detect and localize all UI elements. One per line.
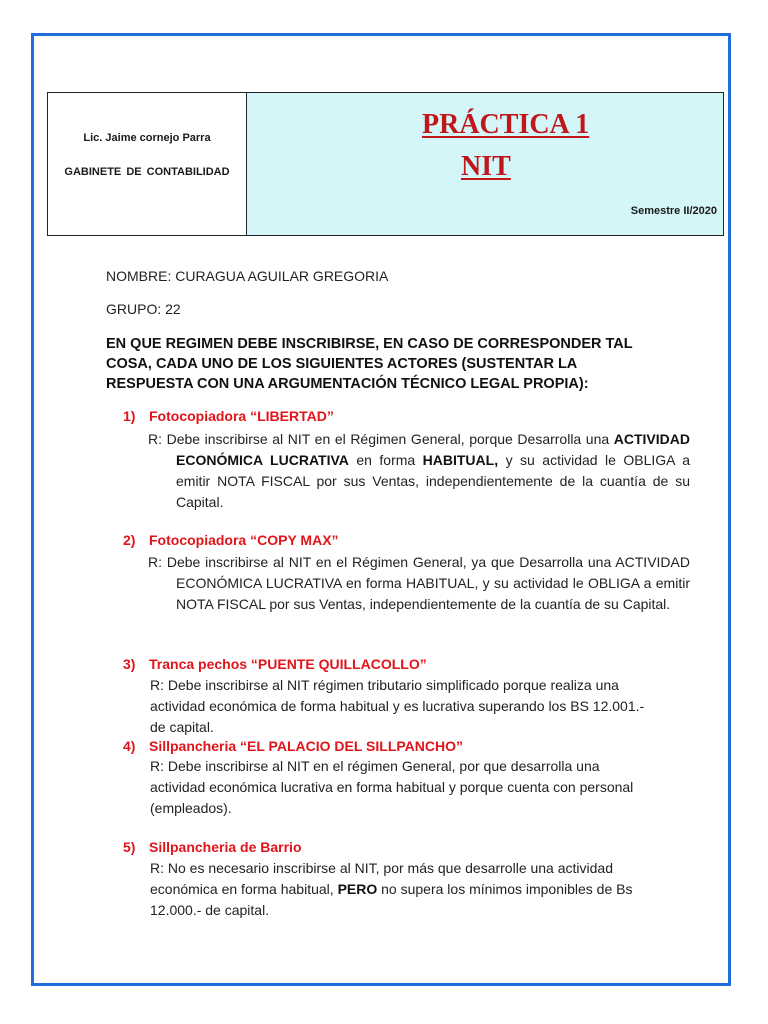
item-answer-1 [148, 429, 690, 513]
header-box [47, 92, 724, 236]
item-title-2 [123, 532, 339, 548]
answer-text: R: No es necesario inscribirse al NIT, por más que desarrolle una actividad económica en forma habitual, [150, 860, 613, 897]
answer-text: y su actividad le OBLIGA a emitir NOTA FISCAL por sus Ventas, independientemente de la cuantía de su Capital. [176, 452, 691, 510]
instructor-name: Lic. Jaime cornejo Parra [83, 132, 211, 144]
item-title-text: Sillpancheria de Barrio [149, 839, 302, 855]
institution-panel [48, 93, 247, 235]
item-number: 3) [123, 656, 136, 672]
item-number: 5) [123, 839, 136, 855]
item-title-text: Fotocopiadora “LIBERTAD” [149, 408, 334, 424]
student-group: GRUPO: 22 [106, 301, 181, 317]
answer-text: en forma [348, 452, 423, 468]
item-title-1 [123, 408, 334, 424]
answer-emphasis: HABITUAL, [422, 452, 499, 468]
item-number: 4) [123, 738, 136, 754]
item-answer-3: R: Debe inscribirse al NIT régimen tributario simplificado porque realiza una actividad económica de forma habitual y es lucrativa superando los BS 12.001.- de capital. [150, 677, 645, 735]
item-title-text: Fotocopiadora “COPY MAX” [149, 532, 339, 548]
item-number: 2) [123, 532, 136, 548]
item-title-4 [123, 738, 463, 754]
item-title-5 [123, 839, 302, 855]
item-title-text: Sillpancheria “EL PALACIO DEL SILLPANCHO” [149, 738, 464, 754]
instruction-text: EN QUE REGIMEN DEBE INSCRIBIRSE, EN CASO DE CORRESPONDER TAL COSA, CADA UNO DE LOS SIGUIENTES ACTORES (SUSTENTAR LA RESPUESTA CON UNA ARGUMENTACIÓN TÉCNICO LEGAL PROPIA): [106, 336, 633, 392]
answer-text: R: Debe inscribirse al NIT en el Régimen General, porque Desarrolla una [148, 431, 614, 447]
page-title: PRÁCTICA 1 [422, 109, 590, 140]
item-title-text: Tranca pechos “PUENTE QUILLACOLLO” [149, 656, 427, 672]
item-answer-2: R: Debe inscribirse al NIT en el Régimen General, ya que Desarrolla una ACTIVIDAD ECONÓMICA LUCRATIVA en forma HABITUAL, y su actividad le OBLIGA a emitir NOTA FISCAL por sus Ventas, independientemente de la cuantía de su Capital. [148, 554, 690, 612]
page-subtitle: NIT [461, 151, 511, 182]
student-name: NOMBRE: CURAGUA AGUILAR GREGORIA [106, 268, 389, 284]
semester-label: Semestre II/2020 [630, 205, 717, 217]
answer-emphasis: PERO [337, 881, 378, 897]
item-number: 1) [123, 408, 136, 424]
item-answer-5 [150, 858, 658, 921]
answer-text: no supera los mínimos imponibles de Bs 12.000.- de capital. [150, 881, 633, 918]
department-name: GABINETE DE CONTABILIDAD [64, 166, 230, 178]
item-title-3 [123, 656, 427, 672]
answer-emphasis: ACTIVIDAD ECONÓMICA LUCRATIVA [176, 431, 690, 468]
item-answer-4: R: Debe inscribirse al NIT en el régimen General, por que desarrolla una actividad económica lucrativa en forma habitual y porque cuenta con personal (empleados). [150, 758, 634, 816]
